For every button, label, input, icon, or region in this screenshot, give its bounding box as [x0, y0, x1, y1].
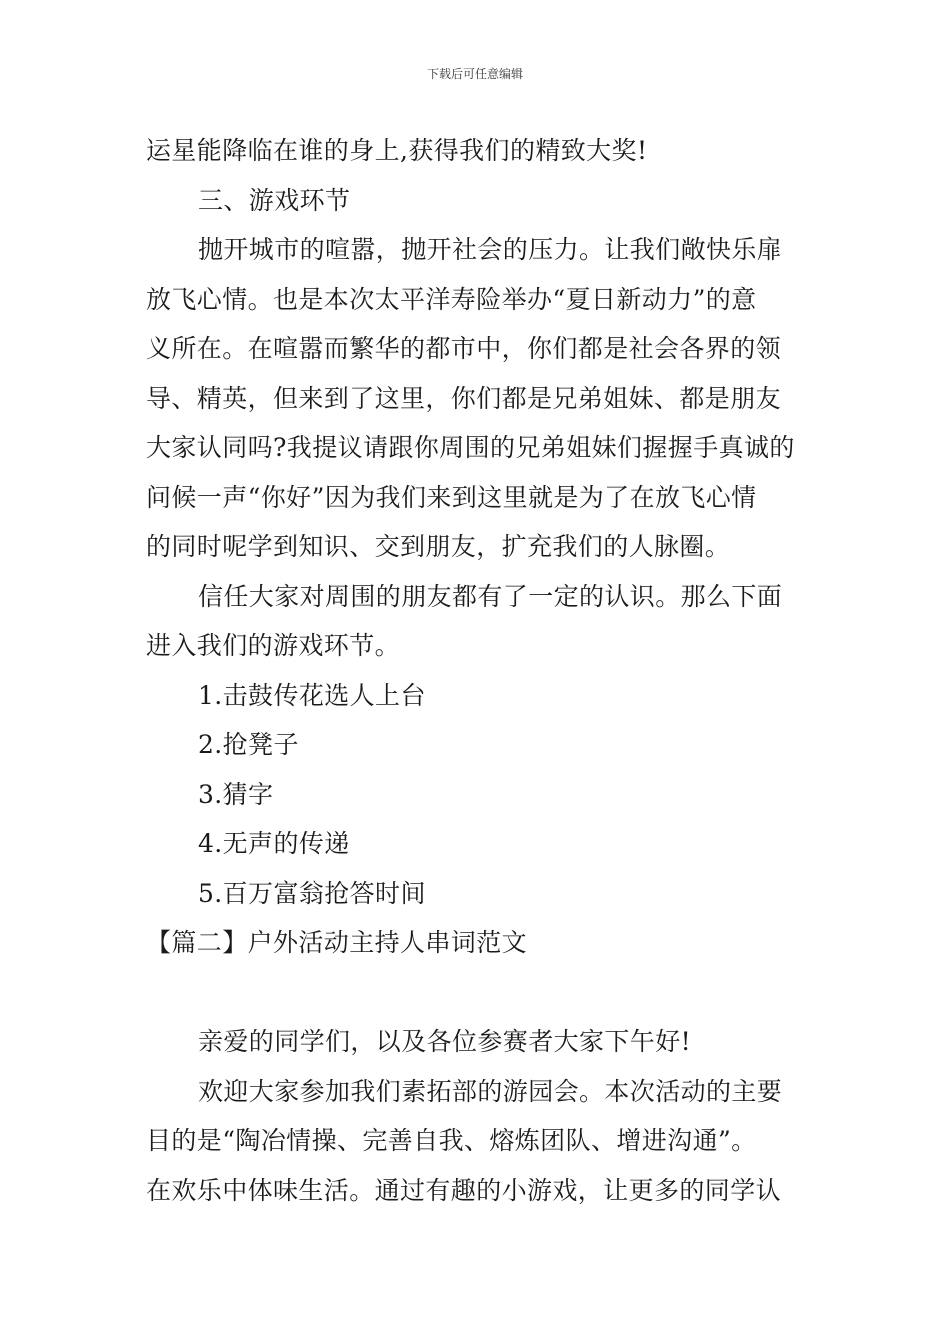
text-line: 运星能降临在谁的身上,获得我们的精致大奖!: [146, 136, 648, 165]
text-line: 义所在。在喧嚣而繁华的都市中，你们都是社会各界的领: [146, 334, 782, 363]
text-line: 导、精英，但来到了这里，你们都是兄弟姐妹、都是朋友: [146, 383, 782, 413]
section-heading: 【篇二】户外活动主持人串词范文: [146, 928, 528, 957]
blank-line: [146, 968, 808, 1018]
text-line: 亲爱的同学们，以及各位参赛者大家下午好!: [198, 1027, 692, 1056]
list-item: 4.无声的传递: [198, 829, 350, 858]
text-line: 大家认同吗?我提议请跟你周围的兄弟姐妹们握握手真诚的: [146, 433, 795, 462]
page-header: 下载后可任意编辑: [426, 67, 523, 81]
list-item: 3.猜字: [198, 779, 274, 809]
text-line: 在欢乐中体味生活。通过有趣的小游戏，让更多的同学认: [146, 1175, 782, 1205]
text-line: 的同时呢学到知识、交到朋友，扩充我们的人脉圈。: [146, 532, 731, 561]
list-item: 1.击鼓传花选人上台: [198, 680, 426, 710]
text-line: 抛开城市的喧嚣，抛开社会的压力。让我们敞快乐扉: [198, 235, 783, 264]
text-line: 问候一声“你好”因为我们来到这里就是为了在放飞心情: [146, 482, 757, 512]
text-line: 目的是“陶冶情操、完善自我、熔炼团队、增进沟通”。: [146, 1126, 757, 1155]
list-item: 2.抢凳子: [198, 730, 299, 759]
section-subheading: 三、游戏环节: [198, 185, 351, 215]
text-line: 信任大家对周围的朋友都有了一定的认识。那么下面: [198, 581, 783, 611]
text-line: 欢迎大家参加我们素拓部的游园会。本次活动的主要: [198, 1076, 783, 1106]
text-line: 进入我们的游戏环节。: [146, 631, 401, 660]
document-body: [146, 126, 808, 1215]
text-line: 放飞心情。也是本次太平洋寿险举办“夏日新动力”的意: [146, 284, 757, 314]
list-item: 5.百万富翁抢答时间: [198, 878, 426, 908]
